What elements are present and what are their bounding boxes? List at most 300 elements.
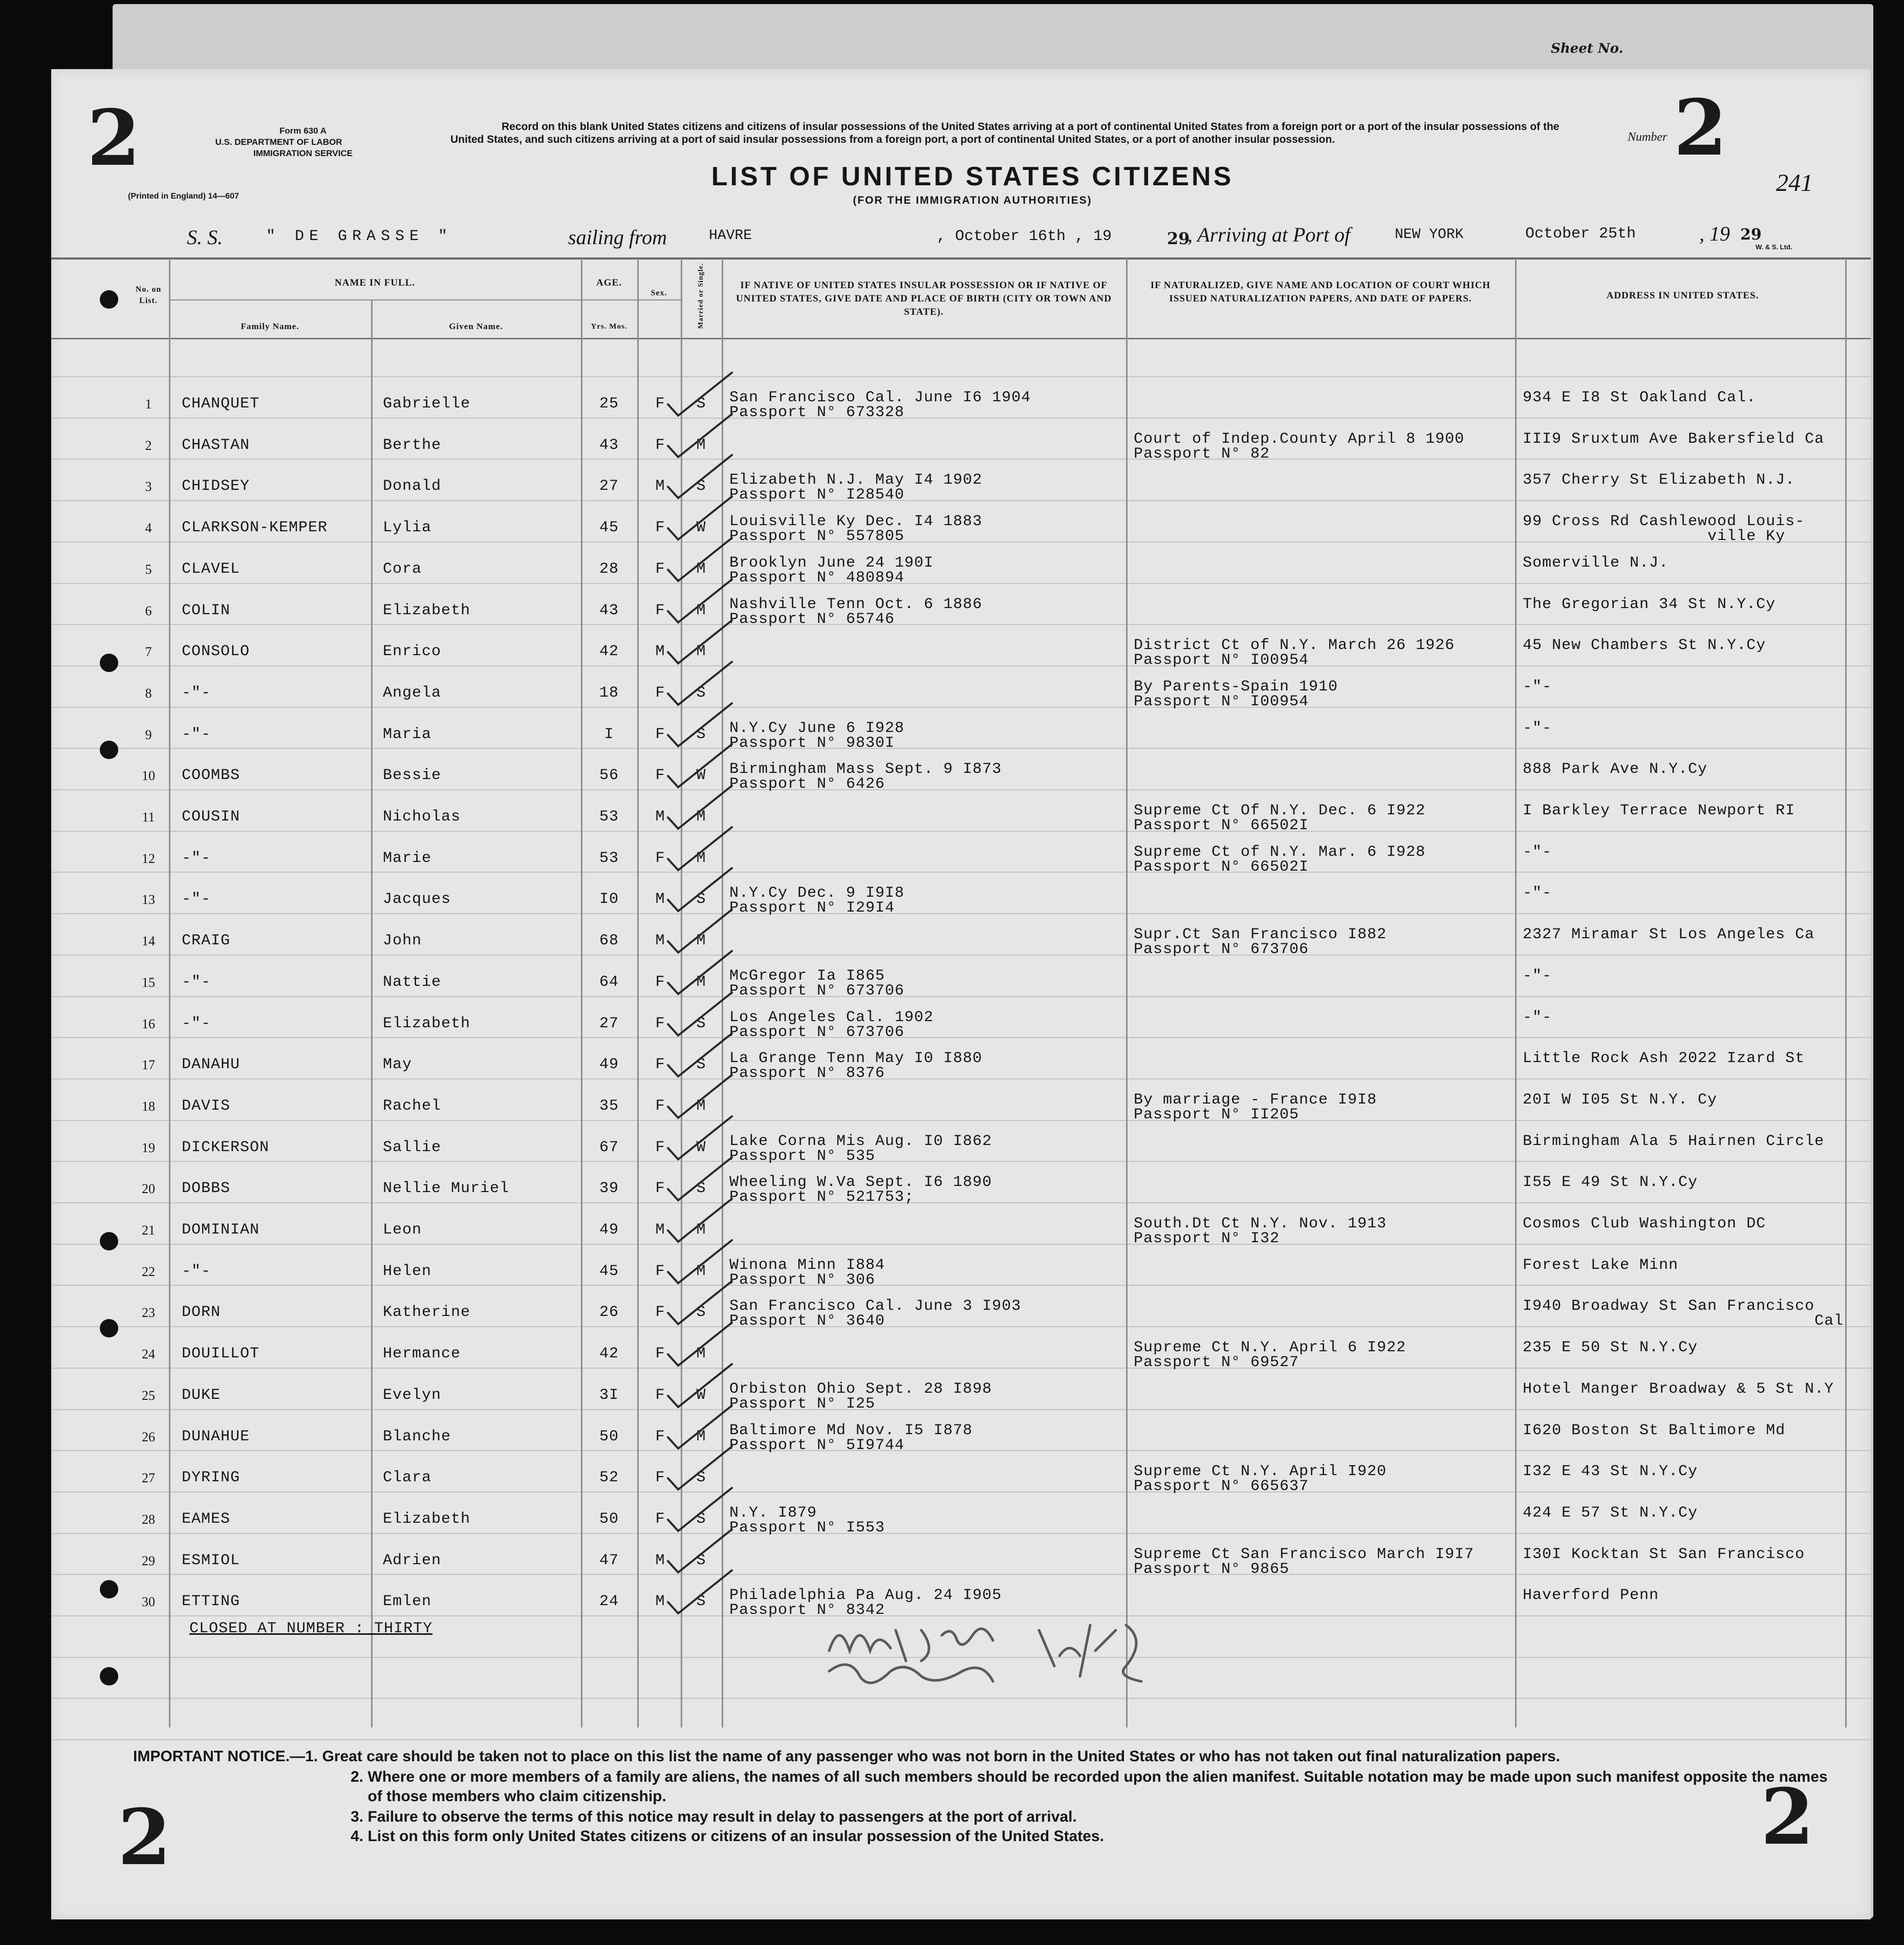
sex: F bbox=[655, 519, 665, 537]
us-address: -"- bbox=[1523, 678, 1552, 696]
printed-note: (Printed in England) 14—607 bbox=[128, 192, 239, 201]
given-name: Maria bbox=[383, 725, 432, 743]
sex: F bbox=[655, 767, 665, 785]
page-subtitle: (FOR THE IMMIGRATION AUTHORITIES) bbox=[853, 194, 1092, 206]
age-years: 56 bbox=[599, 767, 619, 785]
notice-text-3: Failure to observe the terms of this notice may result in delay to passengers at the port of arrival. bbox=[367, 1808, 1077, 1825]
naturalization: Supreme Ct of N.Y. Mar. 6 I928 Passport N° 66502I bbox=[1134, 843, 1426, 876]
age-years: 35 bbox=[599, 1097, 619, 1115]
sex: F bbox=[655, 1304, 665, 1322]
row-number: 22 bbox=[142, 1264, 155, 1279]
row-number: 11 bbox=[142, 810, 155, 825]
naturalization: South.Dt Ct N.Y. Nov. 1913 Passport N° I32 bbox=[1134, 1215, 1387, 1247]
us-address: Little Rock Ash 2022 Izard St bbox=[1523, 1050, 1805, 1068]
naturalization: District Ct of N.Y. March 26 1926 Passport N° I00954 bbox=[1134, 637, 1455, 669]
number-value: 2 bbox=[1674, 83, 1727, 173]
binder-hole bbox=[100, 741, 118, 759]
row-number: 20 bbox=[142, 1181, 155, 1197]
notice-num-2: 2. bbox=[351, 1768, 364, 1785]
naturalization: By Parents-Spain 1910 Passport N° I00954 bbox=[1134, 678, 1338, 710]
notice-text-1: Great care should be taken not to place on this list the name of any passenger who was not born in the United States or who has not taken out final naturalization papers. bbox=[322, 1748, 1561, 1765]
header-bottom-rule bbox=[51, 338, 1871, 339]
family-name: -"- bbox=[182, 849, 211, 867]
marital-status: W bbox=[696, 1386, 706, 1404]
page-title: LIST OF UNITED STATES CITIZENS bbox=[711, 162, 1234, 191]
family-name: CHIDSEY bbox=[182, 478, 250, 495]
marital-status: S bbox=[696, 725, 706, 743]
us-address: 934 E I8 St Oakland Cal. bbox=[1523, 389, 1757, 406]
birth-place: Louisville Ky Dec. I4 1883 Passport N° 557805 bbox=[729, 513, 983, 546]
date-to: October 25th bbox=[1525, 225, 1636, 243]
given-name: Rachel bbox=[383, 1097, 442, 1115]
footer-number-right: 2 bbox=[1761, 1772, 1814, 1862]
sex: M bbox=[655, 1593, 665, 1611]
us-address: 888 Park Ave N.Y.Cy bbox=[1523, 761, 1708, 779]
sheet-number-large: 2 bbox=[87, 93, 141, 183]
year-to-prefix: , 19 bbox=[1699, 222, 1730, 245]
binder-hole bbox=[100, 1319, 118, 1337]
row-number: 14 bbox=[142, 934, 155, 949]
naturalization: Supreme Ct N.Y. April 6 I922 Passport N° 69527 bbox=[1134, 1339, 1407, 1372]
col-no-heading: No. on List. bbox=[135, 285, 162, 305]
col-sex-heading: Sex. bbox=[651, 289, 667, 297]
marital-status: S bbox=[696, 1510, 706, 1528]
marital-status: S bbox=[696, 1180, 706, 1198]
family-name: CLARKSON-KEMPER bbox=[182, 519, 328, 537]
naturalization: Supr.Ct San Francisco I882 Passport N° 673706 bbox=[1134, 926, 1387, 959]
birth-place: La Grange Tenn May I0 I880 Passport N° 8376 bbox=[729, 1050, 983, 1083]
form-block bbox=[205, 125, 353, 159]
marital-status: M bbox=[696, 932, 706, 950]
table-top-rule bbox=[51, 257, 1871, 260]
given-name: Enrico bbox=[383, 643, 442, 661]
family-name: COOMBS bbox=[182, 767, 241, 785]
birth-place: Nashville Tenn Oct. 6 1886 Passport N° 65746 bbox=[729, 595, 983, 628]
age-years: 67 bbox=[599, 1138, 619, 1156]
us-address: Hotel Manger Broadway & 5 St N.Y bbox=[1523, 1380, 1834, 1398]
row-number: 30 bbox=[142, 1594, 155, 1610]
us-address: 2327 Miramar St Los Angeles Ca bbox=[1523, 926, 1815, 944]
age-years: 24 bbox=[599, 1593, 619, 1611]
row-number: 4 bbox=[145, 521, 152, 536]
sheet-label: Sheet No. bbox=[1551, 41, 1624, 56]
family-name: CONSOLO bbox=[182, 643, 250, 661]
sex: F bbox=[655, 1138, 665, 1156]
age-years: 3I bbox=[599, 1386, 619, 1404]
marital-status: M bbox=[696, 849, 706, 867]
col-address-heading: ADDRESS IN UNITED STATES. bbox=[1606, 290, 1759, 301]
us-address: The Gregorian 34 St N.Y.Cy bbox=[1523, 595, 1776, 613]
age-years: 50 bbox=[599, 1510, 619, 1528]
sex: F bbox=[655, 1180, 665, 1198]
row-number: 25 bbox=[142, 1388, 155, 1403]
marital-status: M bbox=[696, 436, 706, 454]
binder-hole bbox=[100, 1232, 118, 1250]
marital-status: M bbox=[696, 1345, 706, 1363]
age-years: 42 bbox=[599, 1345, 619, 1363]
row-number: 8 bbox=[145, 685, 152, 701]
birth-place: Elizabeth N.J. May I4 1902 Passport N° I28540 bbox=[729, 471, 983, 504]
row-number: 27 bbox=[142, 1471, 155, 1486]
given-name: Nellie Muriel bbox=[383, 1180, 510, 1198]
marital-status: W bbox=[696, 1138, 706, 1156]
given-name: Katherine bbox=[383, 1304, 471, 1322]
row-number: 17 bbox=[142, 1057, 155, 1073]
binder-hole bbox=[100, 290, 118, 309]
family-name: DUNAHUE bbox=[182, 1428, 250, 1445]
date-from: , October 16th , 19 bbox=[937, 228, 1112, 245]
marital-status: S bbox=[696, 684, 706, 702]
given-name: Emlen bbox=[383, 1593, 432, 1611]
check-mark bbox=[663, 1566, 740, 1617]
given-name: Donald bbox=[383, 478, 442, 495]
sex: F bbox=[655, 1097, 665, 1115]
family-name: -"- bbox=[182, 973, 211, 991]
given-name: Evelyn bbox=[383, 1386, 442, 1404]
birth-place: N.Y.Cy June 6 I928 Passport N° 9830I bbox=[729, 719, 905, 752]
col-yrs-heading: Yrs. Mos. bbox=[591, 322, 628, 331]
birth-place: San Francisco Cal. June 3 I903 Passport N° 3640 bbox=[729, 1298, 1022, 1330]
birth-place: Lake Corna Mis Aug. I0 I862 Passport N° 535 bbox=[729, 1132, 992, 1165]
notice-text-4: List on this form only United States citizens or citizens of an insular possession of the United States. bbox=[367, 1828, 1104, 1845]
given-name: Cora bbox=[383, 560, 422, 578]
us-address: -"- bbox=[1523, 1008, 1552, 1026]
age-years: 28 bbox=[599, 560, 619, 578]
family-name: CLAVEL bbox=[182, 560, 241, 578]
age-years: 52 bbox=[599, 1469, 619, 1487]
us-address: -"- bbox=[1523, 967, 1552, 985]
col-age-heading: AGE. bbox=[596, 277, 622, 288]
marital-status: S bbox=[696, 1056, 706, 1074]
family-name: DYRING bbox=[182, 1469, 241, 1487]
notice-item-3 bbox=[351, 1807, 1077, 1827]
us-address: -"- bbox=[1523, 719, 1552, 737]
manifest-sheet bbox=[51, 69, 1871, 1919]
sex: F bbox=[655, 849, 665, 867]
row-number: 28 bbox=[142, 1511, 155, 1527]
family-name: DORN bbox=[182, 1304, 221, 1322]
birth-place: Brooklyn June 24 190I Passport N° 480894 bbox=[729, 554, 934, 587]
sex: F bbox=[655, 1014, 665, 1032]
ship-name: " DE GRASSE " bbox=[266, 228, 453, 245]
sex: F bbox=[655, 1386, 665, 1404]
port-from: HAVRE bbox=[709, 228, 752, 244]
family-name: -"- bbox=[182, 1262, 211, 1280]
birth-place: N.Y.Cy Dec. 9 I9I8 Passport N° I29I4 bbox=[729, 884, 905, 917]
family-name: DOMINIAN bbox=[182, 1221, 260, 1239]
given-name: Nicholas bbox=[383, 808, 461, 826]
marital-status: M bbox=[696, 1262, 706, 1280]
us-address: 235 E 50 St N.Y.Cy bbox=[1523, 1339, 1698, 1357]
birth-place: Orbiston Ohio Sept. 28 I898 Passport N° I25 bbox=[729, 1380, 992, 1413]
family-name: DAVIS bbox=[182, 1097, 231, 1115]
sex: M bbox=[655, 808, 665, 826]
us-address: I620 Boston St Baltimore Md bbox=[1523, 1421, 1786, 1439]
sex: F bbox=[655, 1262, 665, 1280]
row-number: 21 bbox=[142, 1223, 155, 1238]
age-years: 45 bbox=[599, 519, 619, 537]
age-years: I0 bbox=[599, 891, 619, 909]
family-name: COUSIN bbox=[182, 808, 241, 826]
sex: F bbox=[655, 725, 665, 743]
birth-place: N.Y. I879 Passport N° I553 bbox=[729, 1504, 885, 1537]
naturalization: By marriage - France I9I8 Passport N° II205 bbox=[1134, 1091, 1377, 1123]
sex: F bbox=[655, 1469, 665, 1487]
marital-status: S bbox=[696, 1551, 706, 1569]
us-address: III9 Sruxtum Ave Bakersfield Ca bbox=[1523, 430, 1825, 448]
age-years: 43 bbox=[599, 436, 619, 454]
family-name: EAMES bbox=[182, 1510, 231, 1528]
age-years: 45 bbox=[599, 1262, 619, 1280]
row-number: 10 bbox=[142, 768, 155, 784]
us-address: I32 E 43 St N.Y.Cy bbox=[1523, 1463, 1698, 1481]
sex: F bbox=[655, 1345, 665, 1363]
given-name: Helen bbox=[383, 1262, 432, 1280]
family-name: CHASTAN bbox=[182, 436, 250, 454]
family-name: -"- bbox=[182, 725, 211, 743]
us-address: I55 E 49 St N.Y.Cy bbox=[1523, 1174, 1698, 1192]
row-number: 13 bbox=[142, 892, 155, 907]
us-address: Haverford Penn bbox=[1523, 1587, 1659, 1605]
family-name: ESMIOL bbox=[182, 1551, 241, 1569]
notice-text-2: Where one or more members of a family are aliens, the names of all such members should be recorded upon the alien manifest. Suitable notation may be made upon such manifest opposite the names of those members who claim citizenship. bbox=[367, 1768, 1828, 1805]
marital-status: S bbox=[696, 1593, 706, 1611]
sex: F bbox=[655, 1056, 665, 1074]
age-years: 49 bbox=[599, 1221, 619, 1239]
marital-status: S bbox=[696, 1014, 706, 1032]
row-number: 5 bbox=[145, 561, 152, 577]
form-no: Form 630 A bbox=[279, 126, 327, 136]
year-from: 29 bbox=[1167, 229, 1190, 248]
birth-place: Philadelphia Pa Aug. 24 I905 Passport N° 8342 bbox=[729, 1587, 1002, 1619]
notice-num-3: 3. bbox=[351, 1808, 364, 1825]
marital-status: M bbox=[696, 1221, 706, 1239]
marital-status: M bbox=[696, 973, 706, 991]
col-name-heading: NAME IN FULL. bbox=[334, 277, 416, 288]
age-years: 64 bbox=[599, 973, 619, 991]
ruled-line bbox=[51, 1739, 1871, 1740]
given-name: Blanche bbox=[383, 1428, 451, 1445]
marital-status: M bbox=[696, 1428, 706, 1445]
given-name: Angela bbox=[383, 684, 442, 702]
us-address: 45 New Chambers St N.Y.Cy bbox=[1523, 637, 1766, 655]
printer-mark: W. & S. Ltd. bbox=[1756, 243, 1792, 251]
marital-status: S bbox=[696, 1469, 706, 1487]
sex: F bbox=[655, 395, 665, 413]
family-name: CHANQUET bbox=[182, 395, 260, 413]
family-name: -"- bbox=[182, 1014, 211, 1032]
binder-hole bbox=[100, 654, 118, 672]
row-number: 24 bbox=[142, 1347, 155, 1362]
sex: F bbox=[655, 560, 665, 578]
sex: M bbox=[655, 891, 665, 909]
arriving-label: , Arriving at Port of bbox=[1187, 223, 1351, 246]
age-years: 27 bbox=[599, 1014, 619, 1032]
sex: F bbox=[655, 1510, 665, 1528]
us-address: -"- bbox=[1523, 843, 1552, 861]
marital-status: W bbox=[696, 519, 706, 537]
row-number: 3 bbox=[145, 479, 152, 494]
us-address: 424 E 57 St N.Y.Cy bbox=[1523, 1504, 1698, 1522]
closed-at-note: CLOSED AT NUMBER : THIRTY bbox=[189, 1620, 433, 1637]
col-family-heading: Family Name. bbox=[241, 321, 299, 331]
birth-place: Winona Minn I884 Passport N° 306 bbox=[729, 1256, 885, 1289]
family-name: DANAHU bbox=[182, 1056, 241, 1074]
sex: M bbox=[655, 643, 665, 661]
inspector-signature bbox=[819, 1610, 1187, 1722]
notice-item-1 bbox=[133, 1747, 1560, 1766]
intro-text: Record on this blank United States citizens and citizens of insular possessions of the United States arriving at a port of continental United States from a foreign port or a port of the insular possessions of the United States, and such citizens arriving at a port of said insular possessions from a foreign port, a port of continental United States, or a port of another insular possession. bbox=[450, 121, 1560, 145]
family-name: DOBBS bbox=[182, 1180, 231, 1198]
given-name: Hermance bbox=[383, 1345, 461, 1363]
row-number: 16 bbox=[142, 1016, 155, 1031]
ss-label: S. S. bbox=[187, 226, 223, 249]
given-name: Lylia bbox=[383, 519, 432, 537]
given-name: Nattie bbox=[383, 973, 442, 991]
marital-status: M bbox=[696, 601, 706, 619]
birth-place: Wheeling W.Va Sept. I6 1890 Passport N° 521753; bbox=[729, 1174, 992, 1206]
notice-item-2 bbox=[351, 1767, 1836, 1806]
age-years: 43 bbox=[599, 601, 619, 619]
given-name: John bbox=[383, 932, 422, 950]
age-years: 53 bbox=[599, 849, 619, 867]
given-name: Adrien bbox=[383, 1551, 442, 1569]
given-name: May bbox=[383, 1056, 413, 1074]
age-years: 25 bbox=[599, 395, 619, 413]
family-name: DICKERSON bbox=[182, 1138, 270, 1156]
birth-place: Los Angeles Cal. 1902 Passport N° 673706 bbox=[729, 1008, 934, 1041]
family-name: CRAIG bbox=[182, 932, 231, 950]
us-address: I Barkley Terrace Newport RI bbox=[1523, 802, 1795, 819]
age-years: 42 bbox=[599, 643, 619, 661]
age-years: 27 bbox=[599, 478, 619, 495]
given-name: Marie bbox=[383, 849, 432, 867]
us-address: Cosmos Club Washington DC bbox=[1523, 1215, 1766, 1233]
us-address: 357 Cherry St Elizabeth N.J. bbox=[1523, 471, 1795, 489]
row-number: 9 bbox=[145, 727, 152, 742]
given-name: Leon bbox=[383, 1221, 422, 1239]
family-name: -"- bbox=[182, 684, 211, 702]
row-number: 18 bbox=[142, 1098, 155, 1114]
given-name: Clara bbox=[383, 1469, 432, 1487]
row-number: 26 bbox=[142, 1429, 155, 1444]
row-number: 7 bbox=[145, 644, 152, 660]
row-number: 6 bbox=[145, 603, 152, 618]
sailing-label: sailing from bbox=[568, 226, 667, 249]
notice-lead: IMPORTANT NOTICE.—1. bbox=[133, 1748, 318, 1765]
row-number: 23 bbox=[142, 1305, 155, 1321]
us-address: Somerville N.J. bbox=[1523, 554, 1669, 572]
given-name: Elizabeth bbox=[383, 1510, 471, 1528]
sex: M bbox=[655, 1551, 665, 1569]
marital-status: M bbox=[696, 808, 706, 826]
col-given-heading: Given Name. bbox=[449, 321, 503, 331]
us-address: -"- bbox=[1523, 884, 1552, 902]
age-years: 47 bbox=[599, 1551, 619, 1569]
notice-num-4: 4. bbox=[351, 1828, 364, 1845]
sex: F bbox=[655, 1428, 665, 1445]
sex: F bbox=[655, 601, 665, 619]
age-years: 50 bbox=[599, 1428, 619, 1445]
sex: F bbox=[655, 436, 665, 454]
family-name: -"- bbox=[182, 891, 211, 909]
naturalization: Court of Indep.County April 8 1900 Passport N° 82 bbox=[1134, 430, 1465, 463]
row-number: 19 bbox=[142, 1140, 155, 1155]
year-to: 29 bbox=[1740, 226, 1762, 244]
name-subrule bbox=[169, 299, 681, 300]
family-name: COLIN bbox=[182, 601, 231, 619]
family-name: ETTING bbox=[182, 1593, 241, 1611]
col-married-heading: Married or Single. bbox=[697, 263, 705, 329]
col-native-heading: IF NATIVE OF UNITED STATES INSULAR POSSESSION OR IF NATIVE OF UNITED STATES, GIVE DATE AND PLACE OF BIRTH (CITY OR TOWN AND STATE). bbox=[736, 280, 1112, 317]
naturalization: Supreme Ct Of N.Y. Dec. 6 I922 Passport N° 66502I bbox=[1134, 802, 1426, 834]
sex: M bbox=[655, 932, 665, 950]
age-years: 26 bbox=[599, 1304, 619, 1322]
birth-place: San Francisco Cal. June I6 1904 Passport N° 673328 bbox=[729, 389, 1031, 421]
given-name: Elizabeth bbox=[383, 1014, 471, 1032]
row-number: 15 bbox=[142, 975, 155, 990]
marital-status: S bbox=[696, 891, 706, 909]
birth-place: McGregor Ia I865 Passport N° 673706 bbox=[729, 967, 905, 1000]
given-name: Sallie bbox=[383, 1138, 442, 1156]
given-name: Elizabeth bbox=[383, 601, 471, 619]
family-name: DOUILLOT bbox=[182, 1345, 260, 1363]
row-number: 1 bbox=[145, 397, 152, 412]
birth-place: Baltimore Md Nov. I5 I878 Passport N° 5I9744 bbox=[729, 1421, 973, 1454]
row-number: 2 bbox=[145, 438, 152, 453]
binder-hole bbox=[100, 1667, 118, 1685]
footer-number-left: 2 bbox=[118, 1792, 171, 1883]
ruled-line bbox=[51, 376, 1871, 377]
department-label: U.S. DEPARTMENT OF LABOR bbox=[215, 137, 342, 147]
binder-hole bbox=[100, 1580, 118, 1598]
marital-status: M bbox=[696, 560, 706, 578]
number-label: Number bbox=[1628, 131, 1668, 144]
age-years: 49 bbox=[599, 1056, 619, 1074]
marital-status: M bbox=[696, 1097, 706, 1115]
service-label: IMMIGRATION SERVICE bbox=[253, 148, 353, 158]
stamp-number: 241 bbox=[1776, 169, 1813, 197]
naturalization: Supreme Ct San Francisco March I9I7 Passport N° 9865 bbox=[1134, 1545, 1475, 1578]
port-to: NEW YORK bbox=[1395, 227, 1464, 243]
birth-place: Birmingham Mass Sept. 9 I873 Passport N° 6426 bbox=[729, 761, 1002, 793]
given-name: Bessie bbox=[383, 767, 442, 785]
us-address: Birmingham Ala 5 Hairnen Circle bbox=[1523, 1132, 1825, 1150]
marital-status: W bbox=[696, 767, 706, 785]
marital-status: S bbox=[696, 1304, 706, 1322]
sex: M bbox=[655, 1221, 665, 1239]
age-years: I bbox=[604, 725, 614, 743]
given-name: Gabrielle bbox=[383, 395, 471, 413]
sex: M bbox=[655, 478, 665, 495]
us-address: I30I Kocktan St San Francisco bbox=[1523, 1545, 1805, 1563]
sex: F bbox=[655, 973, 665, 991]
given-name: Jacques bbox=[383, 891, 451, 909]
marital-status: S bbox=[696, 395, 706, 413]
row-number: 12 bbox=[142, 851, 155, 866]
col-naturalized-heading: IF NATURALIZED, GIVE NAME AND LOCATION OF COURT WHICH ISSUED NATURALIZATION PAPERS, AND DATE OF PAPERS. bbox=[1150, 280, 1491, 304]
row-number: 29 bbox=[142, 1553, 155, 1568]
marital-status: M bbox=[696, 643, 706, 661]
us-address: 20I W I05 St N.Y. Cy bbox=[1523, 1091, 1718, 1109]
us-address: I940 Broadway St San Francisco Cal bbox=[1523, 1298, 1844, 1330]
age-years: 53 bbox=[599, 808, 619, 826]
family-name: DUKE bbox=[182, 1386, 221, 1404]
age-years: 18 bbox=[599, 684, 619, 702]
notice-item-4 bbox=[351, 1827, 1104, 1846]
age-years: 68 bbox=[599, 932, 619, 950]
us-address: Forest Lake Minn bbox=[1523, 1256, 1679, 1274]
